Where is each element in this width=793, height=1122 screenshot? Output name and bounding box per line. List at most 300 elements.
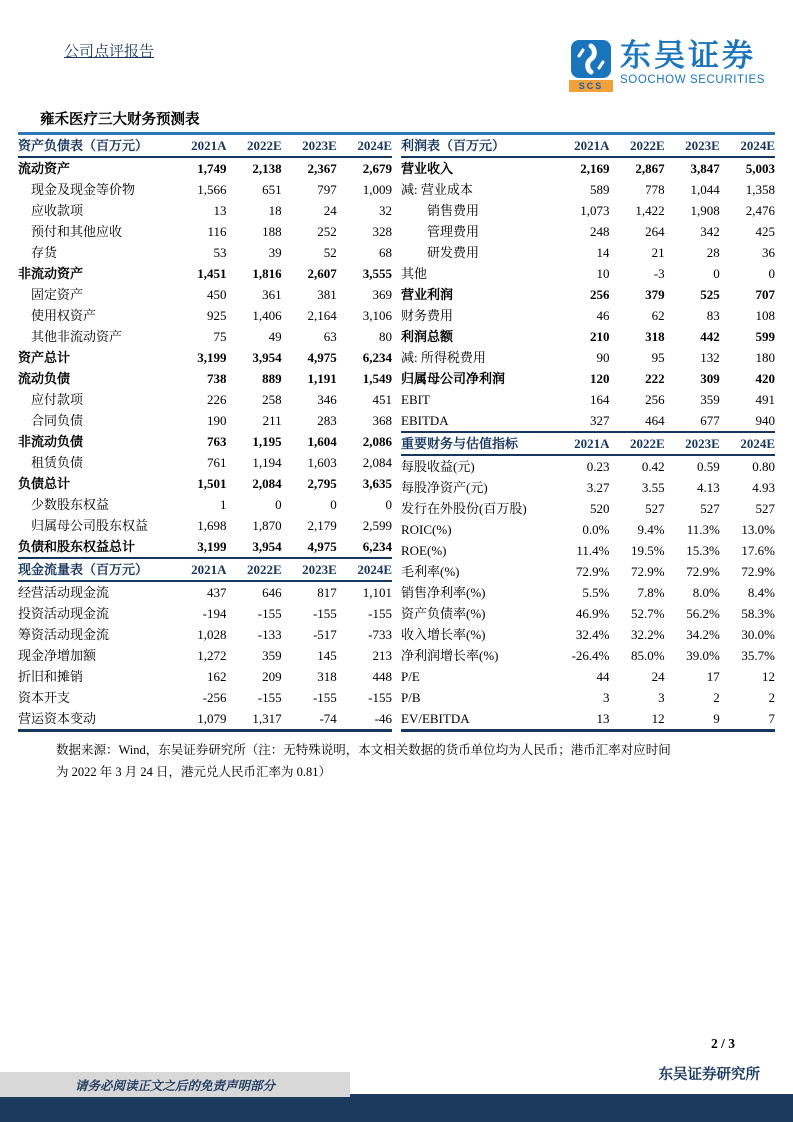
year-column-header: 2024E bbox=[720, 135, 775, 157]
row-value: 2 bbox=[713, 690, 720, 705]
table-row bbox=[401, 645, 775, 666]
row-label: 净利润增长率(%) bbox=[401, 648, 499, 663]
row-label: 现金及现金等价物 bbox=[31, 182, 136, 197]
source-note-line1: 数据来源：Wind，东吴证券研究所（注：无特殊说明，本文相关数据的货币单位均为人民币；港币汇率对应时间 bbox=[56, 743, 671, 757]
row-label: 租赁负债 bbox=[31, 455, 84, 470]
row-value: 116 bbox=[207, 224, 227, 239]
row-label: P/B bbox=[401, 690, 421, 705]
row-label: 资本开支 bbox=[18, 690, 71, 705]
row-value: 9 bbox=[665, 708, 720, 731]
row-value: 1,422 bbox=[635, 203, 665, 218]
row-value: 72.9% bbox=[631, 564, 665, 579]
row-value: 2 bbox=[768, 690, 775, 705]
year-column-header: 2022E bbox=[226, 135, 281, 157]
left-table-column bbox=[18, 135, 392, 732]
table-row bbox=[401, 498, 775, 519]
year-column-header: 2022E bbox=[609, 432, 664, 455]
row-value: 3.55 bbox=[641, 480, 665, 495]
section-header-row bbox=[18, 558, 392, 581]
row-label: 其他非流动资产 bbox=[31, 329, 123, 344]
row-value: 5,003 bbox=[745, 161, 775, 176]
row-value: 1,698 bbox=[197, 518, 227, 533]
row-value: 425 bbox=[755, 224, 775, 239]
table-row bbox=[18, 347, 392, 368]
row-value: 940 bbox=[755, 413, 775, 428]
table-row bbox=[18, 200, 392, 221]
row-value: 3,106 bbox=[362, 308, 392, 323]
row-value: 7 bbox=[720, 708, 775, 731]
row-value: 1,272 bbox=[197, 648, 227, 663]
table-row bbox=[401, 519, 775, 540]
row-value: 450 bbox=[206, 287, 227, 302]
row-value: 62 bbox=[651, 308, 665, 323]
table-row bbox=[18, 708, 392, 731]
row-value: 24 bbox=[651, 669, 665, 684]
table-row bbox=[18, 645, 392, 666]
source-note-line2: 为 2022 年 3 月 24 日，港元兑人民币汇率为 0.81） bbox=[56, 765, 332, 779]
row-value: 256 bbox=[589, 287, 610, 302]
row-value: 2,476 bbox=[745, 203, 775, 218]
row-value: 252 bbox=[317, 224, 337, 239]
table-row bbox=[401, 200, 775, 221]
row-value: 10 bbox=[596, 266, 610, 281]
row-label: 资产负债率(%) bbox=[401, 606, 486, 621]
row-value: 3,555 bbox=[362, 266, 392, 281]
row-value: 2,607 bbox=[307, 266, 337, 281]
table-row bbox=[401, 305, 775, 326]
row-value: 11.4% bbox=[576, 543, 610, 558]
row-value: 32 bbox=[379, 203, 392, 218]
row-value: 4,975 bbox=[307, 539, 337, 554]
row-value: 369 bbox=[372, 287, 392, 302]
row-value: 1,073 bbox=[580, 203, 610, 218]
row-value: 24 bbox=[323, 203, 337, 218]
row-value: 6,234 bbox=[362, 350, 392, 365]
row-value: 264 bbox=[645, 224, 665, 239]
row-value: 46 bbox=[596, 308, 610, 323]
row-value: 9.4% bbox=[637, 522, 665, 537]
row-value: 448 bbox=[372, 669, 392, 684]
section-title: 重要财务与估值指标 bbox=[401, 432, 554, 455]
row-value: 3,199 bbox=[197, 350, 227, 365]
row-value: 738 bbox=[206, 371, 227, 386]
row-value: 520 bbox=[589, 501, 610, 516]
row-value: 1,816 bbox=[252, 266, 282, 281]
row-value: 11.3% bbox=[686, 522, 720, 537]
row-value: 0.59 bbox=[697, 459, 720, 474]
row-value: 677 bbox=[700, 413, 720, 428]
row-label: 流动负债 bbox=[18, 371, 71, 386]
row-label: 现金净增加额 bbox=[18, 648, 97, 663]
table-row bbox=[401, 326, 775, 347]
row-value: 761 bbox=[206, 455, 227, 470]
row-label: EBITDA bbox=[401, 413, 449, 428]
balance-sheet-and-cashflow-table bbox=[18, 135, 392, 732]
row-value: 95 bbox=[651, 350, 665, 365]
row-value: 1,194 bbox=[252, 455, 282, 470]
row-value: 180 bbox=[755, 350, 775, 365]
row-value: 381 bbox=[317, 287, 337, 302]
row-value: 13.0% bbox=[741, 522, 775, 537]
row-value: 52.7% bbox=[631, 606, 665, 621]
row-value: 5.5% bbox=[582, 585, 610, 600]
row-value: 599 bbox=[755, 329, 775, 344]
table-row bbox=[18, 452, 392, 473]
row-value: 1 bbox=[219, 497, 227, 512]
row-value: 17.6% bbox=[741, 543, 775, 558]
row-value: 80 bbox=[379, 329, 392, 344]
row-value: 28 bbox=[706, 245, 720, 260]
row-value: 188 bbox=[262, 224, 282, 239]
year-column-header: 2024E bbox=[720, 432, 775, 455]
row-value: 90 bbox=[596, 350, 610, 365]
row-value: 1,908 bbox=[690, 203, 720, 218]
row-value: 190 bbox=[206, 413, 227, 428]
row-value: 13 bbox=[554, 708, 609, 731]
row-label: EBIT bbox=[401, 392, 430, 407]
financial-forecast-tables bbox=[18, 132, 775, 732]
row-value: 4.93 bbox=[752, 480, 775, 495]
row-label: 每股收益(元) bbox=[401, 459, 475, 474]
row-value: -155 bbox=[312, 606, 337, 621]
row-value: 2,084 bbox=[362, 455, 392, 470]
row-value: 162 bbox=[206, 669, 227, 684]
table-row bbox=[401, 708, 775, 731]
year-column-header: 2024E bbox=[337, 558, 392, 581]
row-value: 1,870 bbox=[252, 518, 282, 533]
section-title: 利润表（百万元） bbox=[401, 135, 554, 157]
row-label: 资产总计 bbox=[18, 350, 71, 365]
year-column-header: 2021A bbox=[171, 558, 226, 581]
row-value: 346 bbox=[317, 392, 337, 407]
table-row bbox=[401, 455, 775, 477]
row-label: 筹资活动现金流 bbox=[18, 627, 110, 642]
year-column-header: 2021A bbox=[554, 135, 609, 157]
row-value: 342 bbox=[700, 224, 720, 239]
row-label: 收入增长率(%) bbox=[401, 627, 486, 642]
year-column-header: 2023E bbox=[665, 432, 720, 455]
row-value: 420 bbox=[755, 371, 775, 386]
table-row bbox=[18, 157, 392, 179]
row-value: 707 bbox=[755, 287, 775, 302]
row-value: 32.2% bbox=[631, 627, 665, 642]
row-value: 646 bbox=[262, 585, 282, 600]
row-value: 778 bbox=[645, 182, 665, 197]
row-value: 46.9% bbox=[575, 606, 610, 621]
row-label: 归属母公司股东权益 bbox=[31, 518, 149, 533]
row-value: 1,749 bbox=[197, 161, 227, 176]
row-value: 283 bbox=[317, 413, 337, 428]
row-label: 固定资产 bbox=[31, 287, 84, 302]
table-row bbox=[401, 624, 775, 645]
row-value: 0 bbox=[330, 497, 337, 512]
row-value: 763 bbox=[206, 434, 227, 449]
row-value: 226 bbox=[206, 392, 227, 407]
row-value: 4.13 bbox=[697, 480, 720, 495]
row-label: 应付款项 bbox=[31, 392, 84, 407]
table-row bbox=[18, 624, 392, 645]
row-value: 437 bbox=[206, 585, 227, 600]
table-row bbox=[18, 581, 392, 603]
row-label: 销售净利率(%) bbox=[401, 585, 486, 600]
row-value: 145 bbox=[317, 648, 337, 663]
row-label: 每股净资产(元) bbox=[401, 480, 488, 495]
row-value: 1,079 bbox=[171, 708, 226, 731]
row-label: 折旧和摊销 bbox=[18, 669, 84, 684]
row-value: -155 bbox=[257, 690, 282, 705]
row-value: 8.0% bbox=[692, 585, 720, 600]
row-label: 流动资产 bbox=[18, 161, 71, 176]
table-row bbox=[18, 687, 392, 708]
table-row bbox=[18, 263, 392, 284]
row-value: 318 bbox=[645, 329, 665, 344]
table-row bbox=[18, 431, 392, 452]
row-value: -3 bbox=[653, 266, 665, 281]
disclaimer-banner bbox=[0, 1072, 350, 1097]
row-label: 预付和其他应收 bbox=[31, 224, 123, 239]
row-value: 1,028 bbox=[197, 627, 227, 642]
row-value: 527 bbox=[700, 501, 720, 516]
row-label: 合同负债 bbox=[31, 413, 84, 428]
row-value: 18 bbox=[268, 203, 282, 218]
row-value: 0.80 bbox=[752, 459, 775, 474]
row-value: 3,635 bbox=[362, 476, 392, 491]
row-value: 1,501 bbox=[197, 476, 227, 491]
logo-name-cn: 东吴证券 bbox=[620, 38, 757, 73]
row-value: 309 bbox=[700, 371, 720, 386]
row-label: 存货 bbox=[31, 245, 58, 260]
row-value: 451 bbox=[372, 392, 392, 407]
table-row bbox=[401, 389, 775, 410]
row-value: 889 bbox=[262, 371, 282, 386]
soochow-swirl-icon bbox=[571, 40, 611, 78]
row-value: 120 bbox=[589, 371, 610, 386]
table-row bbox=[18, 666, 392, 687]
year-column-header: 2022E bbox=[226, 558, 281, 581]
year-column-header: 2024E bbox=[337, 135, 392, 157]
row-value: 2,367 bbox=[307, 161, 337, 176]
row-value: -74 bbox=[282, 708, 337, 731]
row-value: 72.9% bbox=[741, 564, 775, 579]
table-title: 雍禾医疗三大财务预测表 bbox=[40, 112, 200, 128]
row-value: -26.4% bbox=[571, 648, 610, 663]
row-value: 75 bbox=[213, 329, 227, 344]
table-row bbox=[401, 284, 775, 305]
row-value: 2,867 bbox=[635, 161, 665, 176]
row-value: 12 bbox=[762, 669, 775, 684]
row-value: 58.3% bbox=[741, 606, 775, 621]
row-value: 12 bbox=[609, 708, 664, 731]
row-value: 39 bbox=[268, 245, 282, 260]
row-value: 2,599 bbox=[362, 518, 392, 533]
row-label: 经营活动现金流 bbox=[18, 585, 110, 600]
row-label: 负债总计 bbox=[18, 476, 71, 491]
row-value: 49 bbox=[268, 329, 282, 344]
row-label: 使用权资产 bbox=[31, 308, 97, 323]
table-row bbox=[18, 368, 392, 389]
row-value: 442 bbox=[700, 329, 720, 344]
row-value: 1,358 bbox=[745, 182, 775, 197]
row-label: 归属母公司净利润 bbox=[401, 371, 506, 386]
row-label: 营业利润 bbox=[401, 287, 454, 302]
row-label: 营业收入 bbox=[401, 161, 454, 176]
row-value: 2,086 bbox=[362, 434, 392, 449]
table-row bbox=[401, 410, 775, 432]
row-value: 209 bbox=[262, 669, 282, 684]
row-value: 0.0% bbox=[582, 522, 610, 537]
row-label: 减: 营业成本 bbox=[401, 182, 473, 197]
row-value: 213 bbox=[372, 648, 392, 663]
row-value: 56.2% bbox=[686, 606, 720, 621]
row-label: 发行在外股份(百万股) bbox=[401, 501, 527, 516]
row-label: 销售费用 bbox=[427, 203, 480, 218]
logo-name-en: SOOCHOW SECURITIES bbox=[620, 74, 765, 86]
row-value: 14 bbox=[596, 245, 610, 260]
table-row bbox=[401, 582, 775, 603]
row-value: 6,234 bbox=[362, 539, 392, 554]
year-column-header: 2023E bbox=[665, 135, 720, 157]
row-value: 368 bbox=[372, 413, 392, 428]
disclaimer-text: 请务必阅读正文之后的免责声明部分 bbox=[74, 1078, 275, 1093]
table-row bbox=[18, 536, 392, 558]
row-value: 21 bbox=[651, 245, 665, 260]
year-column-header: 2022E bbox=[609, 135, 664, 157]
row-value: 1,044 bbox=[690, 182, 720, 197]
row-value: 7.8% bbox=[637, 585, 665, 600]
row-value: 589 bbox=[589, 182, 610, 197]
table-row bbox=[18, 305, 392, 326]
table-row bbox=[401, 687, 775, 708]
row-label: 减: 所得税费用 bbox=[401, 350, 486, 365]
row-label: ROIC(%) bbox=[401, 522, 452, 537]
row-value: 68 bbox=[379, 245, 392, 260]
row-value: 52 bbox=[323, 245, 337, 260]
scs-label: SCS bbox=[569, 80, 613, 92]
row-value: 3,199 bbox=[197, 539, 227, 554]
row-value: 1,009 bbox=[362, 182, 392, 197]
row-value: 527 bbox=[645, 501, 665, 516]
row-label: 少数股东权益 bbox=[31, 497, 110, 512]
row-label: ROE(%) bbox=[401, 543, 447, 558]
row-value: 4,975 bbox=[307, 350, 337, 365]
row-value: 3,847 bbox=[690, 161, 720, 176]
row-value: 361 bbox=[262, 287, 282, 302]
row-value: 17 bbox=[706, 669, 720, 684]
row-label: 利润总额 bbox=[401, 329, 454, 344]
table-row bbox=[18, 494, 392, 515]
row-label: 管理费用 bbox=[427, 224, 480, 239]
row-value: 1,566 bbox=[197, 182, 227, 197]
table-row bbox=[401, 540, 775, 561]
row-value: 72.9% bbox=[575, 564, 610, 579]
row-label: 财务费用 bbox=[401, 308, 454, 323]
row-value: 651 bbox=[262, 182, 282, 197]
row-value: 1,549 bbox=[362, 371, 392, 386]
table-row bbox=[18, 179, 392, 200]
row-value: 359 bbox=[262, 648, 282, 663]
row-value: 359 bbox=[700, 392, 720, 407]
row-value: -155 bbox=[368, 690, 392, 705]
report-type-link[interactable]: 公司点评报告 bbox=[64, 44, 155, 60]
row-value: 211 bbox=[262, 413, 282, 428]
row-value: 379 bbox=[645, 287, 665, 302]
table-row bbox=[401, 477, 775, 498]
row-value: -517 bbox=[312, 627, 337, 642]
row-value: 13 bbox=[213, 203, 227, 218]
income-and-metrics-table bbox=[401, 135, 775, 732]
row-value: 2,169 bbox=[580, 161, 610, 176]
row-value: 0 bbox=[768, 266, 775, 281]
soochow-logo-text bbox=[620, 40, 765, 86]
row-value: 258 bbox=[262, 392, 282, 407]
right-table-column bbox=[401, 135, 775, 732]
year-column-header: 2021A bbox=[554, 432, 609, 455]
row-value: 464 bbox=[645, 413, 665, 428]
row-value: 8.4% bbox=[747, 585, 775, 600]
row-value: -194 bbox=[202, 606, 227, 621]
row-value: 1,406 bbox=[252, 308, 282, 323]
row-value: 2,179 bbox=[307, 518, 337, 533]
year-column-header: 2023E bbox=[282, 135, 337, 157]
year-column-header: 2021A bbox=[171, 135, 226, 157]
row-value: 30.0% bbox=[741, 627, 775, 642]
table-row bbox=[18, 389, 392, 410]
table-row bbox=[401, 179, 775, 200]
row-label: P/E bbox=[401, 669, 420, 684]
section-header-row bbox=[401, 135, 775, 157]
row-label: 负债和股东权益总计 bbox=[18, 539, 136, 554]
source-note bbox=[56, 739, 745, 783]
row-value: 85.0% bbox=[631, 648, 665, 663]
row-value: 1,195 bbox=[252, 434, 282, 449]
year-column-header: 2023E bbox=[282, 558, 337, 581]
row-value: 132 bbox=[700, 350, 720, 365]
row-value: 32.4% bbox=[575, 627, 610, 642]
row-label: 投资活动现金流 bbox=[18, 606, 110, 621]
row-value: 0.42 bbox=[641, 459, 665, 474]
row-value: 53 bbox=[213, 245, 227, 260]
row-value: 164 bbox=[589, 392, 610, 407]
row-value: 1,101 bbox=[362, 585, 392, 600]
row-value: 328 bbox=[372, 224, 392, 239]
table-row bbox=[18, 410, 392, 431]
row-value: -155 bbox=[368, 606, 392, 621]
row-value: -133 bbox=[257, 627, 282, 642]
row-value: 19.5% bbox=[631, 543, 665, 558]
row-value: 210 bbox=[589, 329, 610, 344]
table-row bbox=[401, 603, 775, 624]
soochow-logo-mark bbox=[569, 40, 613, 92]
row-value: 1,603 bbox=[307, 455, 337, 470]
row-value: -46 bbox=[337, 708, 392, 731]
table-row bbox=[401, 242, 775, 263]
row-value: 72.9% bbox=[686, 564, 720, 579]
row-value: 817 bbox=[317, 585, 337, 600]
row-value: 222 bbox=[645, 371, 665, 386]
row-label: EV/EBITDA bbox=[401, 708, 554, 731]
row-value: 797 bbox=[317, 182, 337, 197]
row-value: 525 bbox=[700, 287, 720, 302]
row-value: 3 bbox=[602, 690, 610, 705]
row-value: 256 bbox=[645, 392, 665, 407]
row-value: -733 bbox=[368, 627, 392, 642]
table-row bbox=[401, 221, 775, 242]
row-value: 0 bbox=[385, 497, 392, 512]
row-value: -155 bbox=[312, 690, 337, 705]
row-value: 3,954 bbox=[252, 350, 282, 365]
table-row bbox=[18, 473, 392, 494]
section-title: 资产负债表（百万元） bbox=[18, 135, 171, 157]
